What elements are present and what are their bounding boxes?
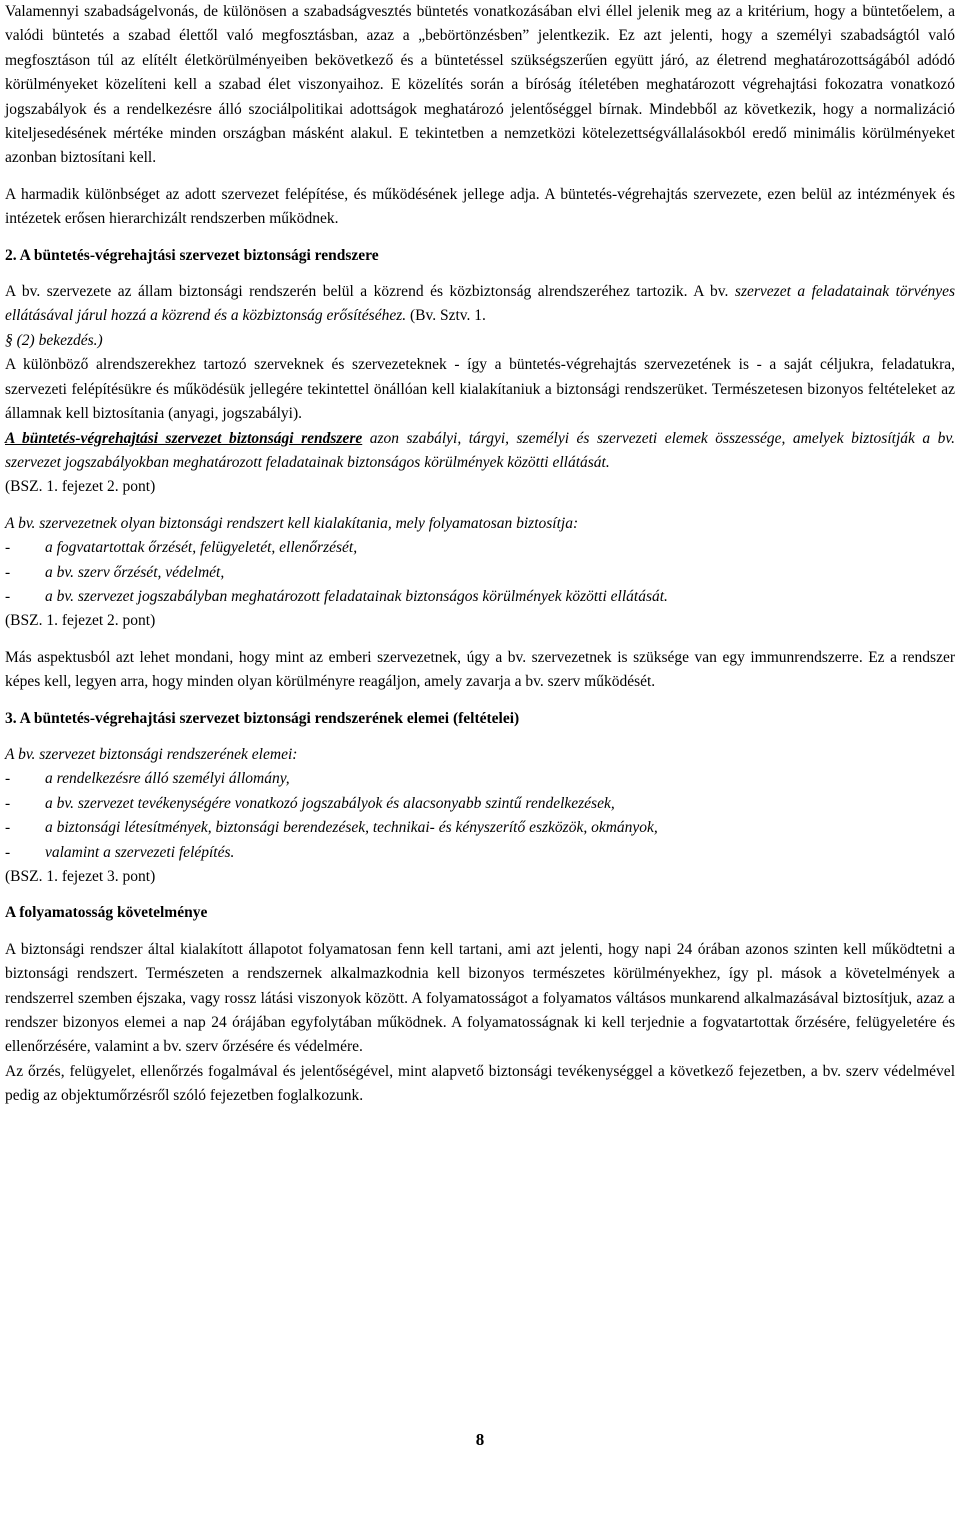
paragraph-next-chapter: Az őrzés, felügyelet, ellenőrzés fogalmával és jelentőségével, mint alapvető biztonsági tevékenységgel a következő fejezetben, a bv. szerv védelmével pedig az objektumőrzésről szóló fejezetben foglalkozunk. [5,1062,955,1105]
reference-bsz-2a: (BSZ. 1. fejezet 2. pont) [5,478,156,496]
list-item-text: a bv. szervezet tevékenységére vonatkozó jogszabályok és alacsonyabb szintű rendelkezések, [45,794,615,812]
intro-text: A bv. szervezete az állam biztonsági rendszerén belül a közrend és közbiztonság alrendszeréhez tartozik. A bv. [5,283,729,301]
paragraph-definition [5,427,955,476]
list-item-text: a rendelkezésre álló személyi állomány, [45,770,290,788]
intro-reference-continued: § (2) bekezdés.) [5,331,103,349]
list-item [5,536,955,560]
list-item [5,561,955,585]
list-item-text: a bv. szervezet jogszabályban meghatározott feladatainak biztonságos körülmények közötti ellátását. [45,587,668,605]
elements-list [5,767,955,865]
paragraph-continuity: A biztonsági rendszer által kialakított állapotot folyamatosan fenn kell tartani, ami azt jelenti, hogy napi 24 órában azonos szinten kell működtetni a biztonsági rendszert. Természeten a rendszernek alkalmazkodnia kell bizonyos természetes körülményekhez, így pl. mások a követelmények a rendszerrel szemben éjszaka, vagy rossz látási viszonyok között. A folyamatosságot a folyamatos váltásos munkarend alkalmazásával biztosítjuk, azaz a rendszer bizonyos elemei a nap 24 órájában egyfolytában működnek. A folyamatosságnak ki kell terjednie a fogvatartottak őrzésére, felügyeletére és ellenőrzésére, valamint a bv. szerv őrzésére és védelmére. [5,940,955,1056]
section-heading-3: 3. A büntetés-végrehajtási szervezet biztonsági rendszerének elemei (feltételei) [5,709,520,727]
paragraph-organization: A harmadik különbséget az adott szervezet felépítése, és működésének jellege adja. A büntetés-végrehajtás szervezete, ezen belül az intézmények és intézetek erősen hierarchizált rendszerben működnek. [5,185,955,228]
list-item-text: valamint a szervezeti felépítés. [45,843,235,861]
subheading-continuity: A folyamatosság követelménye [5,904,208,922]
intro-italic-quote: szervezet a feladatainak törvényes ellátásával járul hozzá a közrend és a közbiztonság erősítéséhez. [5,283,956,325]
list-item [5,841,955,865]
list-dash: - [5,587,11,605]
list-item [5,585,955,609]
document-page [5,0,955,1109]
list-dash: - [5,794,11,812]
list-item-text: a biztonsági létesítmények, biztonsági berendezések, technikai- és kényszerítő eszközök, okmányok, [45,819,658,837]
section-heading-2: 2. A büntetés-végrehajtási szervezet biztonsági rendszere [5,246,379,264]
reference-bsz-3: (BSZ. 1. fejezet 3. pont) [5,868,156,885]
list-item [5,792,955,816]
list-dash: - [5,563,11,581]
definition-text: azon szabályi, tárgyi, személyi és szervezeti elemek összessége, amelyek biztosítják a bv. szervezet jogszabályokban meghatározott feladatainak biztonságos körülmények közötti ellátását. [5,429,955,471]
paragraph-security-system-intro [5,280,955,353]
list-dash: - [5,770,11,788]
paragraph-subsystems: A különböző alrendszerekhez tartozó szerveknek és szervezeteknek - így a büntetés-végrehajtás szervezetének is - a saját céljukra, feladatukra, szervezeti felépítésükre és működésük jellegére tekintettel önállóan kell kialakítaniuk a biztonsági rendszerüket. Természetesen bizonyos feltételeket az államnak kell biztosítania (anyagi, jogszabályi). [5,356,955,423]
list-intro-requirements: A bv. szervezetnek olyan biztonsági rendszert kell kialakítania, mely folyamatosan biztosítja: [5,514,579,532]
list-intro-elements: A bv. szervezet biztonsági rendszerének elemei: [5,745,298,763]
reference-bsz-2b: (BSZ. 1. fejezet 2. pont) [5,612,156,630]
list-item [5,767,955,791]
list-dash: - [5,843,11,861]
paragraph-immune-system: Más aspektusból azt lehet mondani, hogy mint az emberi szervezetnek, úgy a bv. szervezetnek is szüksége van egy immunrendszerre. Ez a rendszer képes kell, legyen arra, hogy minden olyan körülményre reagáljon, amely zavarja a bv. szerv működését. [5,648,955,691]
page-number: 8 [475,1430,485,1449]
paragraph-normalization: Valamennyi szabadságelvonás, de különösen a szabadságvesztés büntetés vonatkozásában elvi éllel jelenik meg az a kritérium, hogy a büntetőelem, a valódi büntetés a szabad élettől való megfosztásban, azaz a „bebörtönzésben” jelentkezik. Ez azt jelenti, hogy a személyi szabadságtól való megfosztáson túl az elítélt életkörülményeiben bekövetkező és a büntetéssel szükségszerűen együtt járó, az életrend meghatározottságából adódó körülményeket közelíteni kell a szabad élet viszonyaihoz. E közelítés során a bíróság ítéletében meghatározott végrehajtási fokozatra vonatkozó jogszabályok és a rendelkezésre álló szociálpolitikai adottságok meghatározó jelentőséggel bírnak. Mindebből az következik, hogy a normalizáció kiteljesedésének mértéke minden országban másként alakul. E tekintetben a nemzetközi kötelezettségvállalásokból eredő minimális körülményeket azonban biztosítani kell. [5,3,955,167]
defined-term: A büntetés-végrehajtási szervezet biztonsági rendszere [5,429,363,447]
list-dash: - [5,539,11,557]
list-dash: - [5,819,11,837]
list-item-text: a bv. szerv őrzését, védelmét, [45,563,225,581]
intro-reference: (Bv. Sztv. 1. [409,307,486,325]
list-item [5,816,955,840]
list-item-text: a fogvatartottak őrzését, felügyeletét, ellenőrzését, [45,539,358,557]
requirements-list [5,536,955,609]
